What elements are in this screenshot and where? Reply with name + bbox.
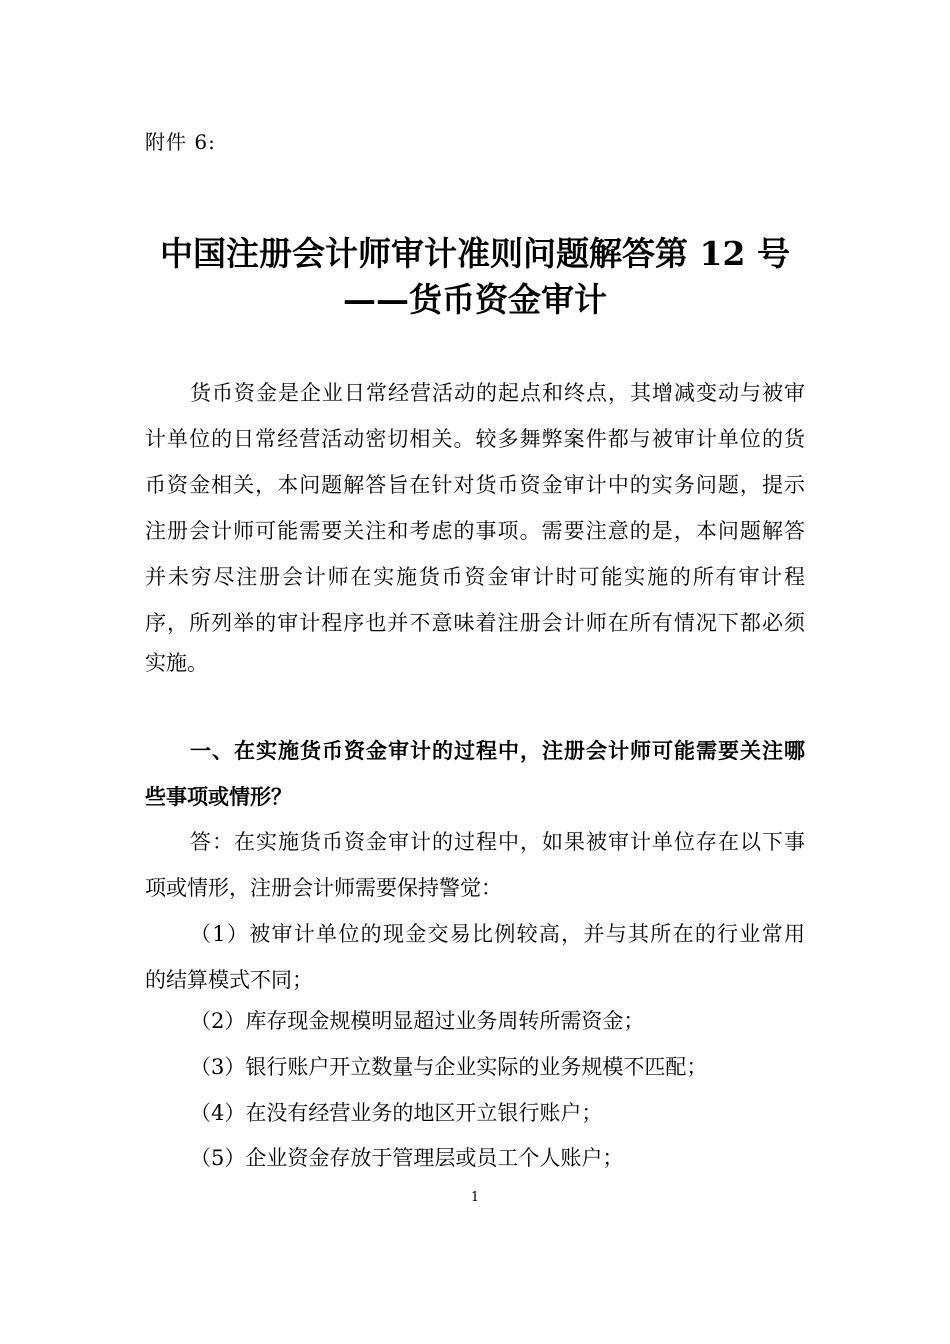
- list-item-1-line-1: （1）被审计单位的现金交易比例较高，并与其所在的行业常用: [190, 922, 805, 946]
- list-item-4: （4）在没有经营业务的地区开立银行账户；: [190, 1101, 603, 1125]
- answer-line-1: 答：在实施货币资金审计的过程中，如果被审计单位存在以下事: [190, 830, 805, 854]
- intro-line-4: 注册会计师可能需要关注和考虑的事项。需要注意的是，本问题解答: [145, 519, 805, 543]
- answer-line-2: 项或情形，注册会计师需要保持警觉：: [145, 876, 502, 900]
- intro-line-6: 序，所列举的审计程序也并不意味着注册会计师在所有情况下都必须: [145, 611, 805, 635]
- list-item-1-line-2: 的结算模式不同；: [145, 968, 313, 992]
- list-item-3: （3）银行账户开立数量与企业实际的业务规模不匹配；: [190, 1055, 708, 1079]
- section-1-heading-line-2: 些事项或情形？: [145, 784, 292, 809]
- page-number: 1: [470, 1190, 480, 1205]
- intro-line-3: 币资金相关，本问题解答旨在针对货币资金审计中的实务问题，提示: [145, 473, 805, 497]
- document-title-line-2: ——货币资金审计: [343, 280, 607, 319]
- intro-line-5: 并未穷尽注册会计师在实施货币资金审计时可能实施的所有审计程: [145, 565, 805, 589]
- intro-line-1: 货币资金是企业日常经营活动的起点和终点，其增减变动与被审: [190, 381, 805, 405]
- document-title-line-1: 中国注册会计师审计准则问题解答第 12 号: [160, 234, 790, 273]
- list-item-2: （2）库存现金规模明显超过业务周转所需资金；: [190, 1009, 645, 1033]
- attachment-label: 附件 6:: [145, 130, 216, 154]
- list-item-5: （5）企业资金存放于管理层或员工个人账户；: [190, 1146, 624, 1170]
- intro-line-2: 计单位的日常经营活动密切相关。较多舞弊案件都与被审计单位的货: [145, 427, 805, 451]
- intro-line-7: 实施。: [145, 651, 208, 675]
- section-1-heading-line-1: 一、在实施货币资金审计的过程中，注册会计师可能需要关注哪: [190, 738, 805, 763]
